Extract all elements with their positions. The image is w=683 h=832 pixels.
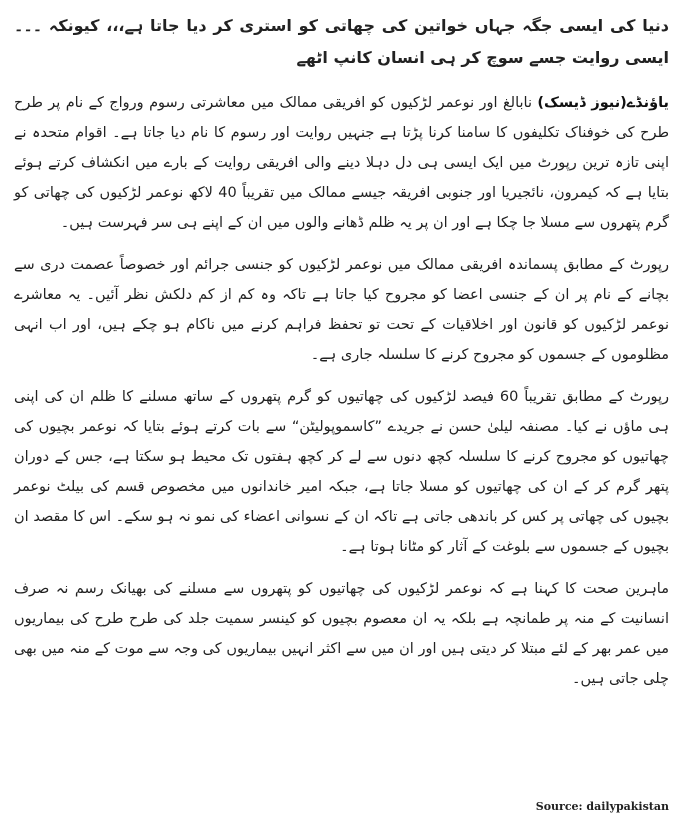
source-credit: Source: dailypakistan: [535, 800, 669, 813]
dateline: یاؤنڈے(نیوز ڈیسک): [537, 95, 670, 111]
article-paragraph-3: [14, 382, 669, 562]
paragraph-text: نابالغ اور نوعمر لڑکیوں کو افریقی ممالک میں معاشرتی رسوم ورواج کے نام پر طرح طرح کی خوفناک تکلیفوں کا سامنا کرنا پڑتا ہے جنہیں روایت اور رسوم کا نام دیا جاتا ہے۔ اقوام متحدہ نے اپنی تازہ ترین رپورٹ میں ایک ایسی ہی دل دہلا دینے والی افریقی روایت کے بارے میں انکشاف کرتے ہوئے بتایا ہے کہ کیمرون، نائجیریا اور جنوبی افریقہ جیسے ممالک میں تقریباً 40 لاکھ نوعمر لڑکیوں کی چھاتی کو گرم پتھروں سے مسلا جا چکا ہے اور ان پر یہ ظلم ڈھانے والوں میں ان کے اپنے ہی سر فہرست ہیں۔: [14, 95, 669, 231]
paragraph-text: رپورٹ کے مطابق پسماندہ افریقی ممالک میں نوعمر لڑکیوں کو جنسی جرائم اور خصوصاً عصمت دری سے بچانے کے نام پر ان کے جنسی اعضا کو مجروح کیا جاتا ہے تاکہ وہ کم از کم دلکش نظر آئیں۔ یہ معاشرے نوعمر لڑکیوں کو قانون اور اخلاقیات کے تحت تو تحفظ فراہم کرنے میں ناکام ہو چکے ہیں، اور اب انہی مظلوموں کے جسموں کو مجروح کرنے کا سلسلہ جاری ہے۔: [14, 257, 669, 363]
article-paragraph-1: [14, 88, 669, 238]
paragraph-text: رپورٹ کے مطابق تقریباً 60 فیصد لڑکیوں کی چھاتیوں کو گرم پتھروں کے ساتھ مسلنے کا ظلم ان کی اپنی ہی ماؤں نے کیا۔ مصنفہ لیلیٰ حسن نے جریدے ”کاسموپولیٹن“ سے بات کرتے ہوئے بتایا کہ نوعمر بچیوں کی چھاتیوں کو مجروح کرنے کا سلسلہ کچھ دنوں سے لے کر کچھ ہفتوں تک محیط ہو سکتا ہے، جس کے دوران پتھر گرم کر کے ان کی چھاتیوں کو مسلا جاتا ہے، جبکہ امیر خاندانوں میں مخصوص قسم کی بیلٹ نوعمر بچیوں کی چھاتی پر کس کر باندھی جاتی ہے تاکہ ان کے نسوانی اعضاء کی نمو نہ ہو سکے۔ اس کا مقصد ان بچیوں کے جسموں سے بلوغت کے آثار کو مٹانا ہوتا ہے۔: [14, 389, 669, 555]
article: [14, 10, 669, 706]
article-paragraph-2: [14, 250, 669, 370]
article-headline: دنیا کی ایسی جگہ جہاں خواتین کی چھاتی کو استری کر دیا جاتا ہے،،، کیونکہ ۔۔۔ ایسی روایت جسے سوچ کر ہی انسان کانپ اٹھے: [14, 16, 669, 67]
paragraph-text: ماہرین صحت کا کہنا ہے کہ نوعمر لڑکیوں کی چھاتیوں کو پتھروں سے مسلنے کی بھیانک رسم نہ صرف انسانیت کے منہ پر طمانچہ ہے بلکہ یہ ان معصوم بچیوں کو کینسر سمیت جلد کی طرح طرح کی بیماریوں میں عمر بھر کے لئے مبتلا کر دیتی ہیں اور ان میں سے اکثر انہیں بیماریوں کی وجہ سے موت کے منہ میں بھی چلی جاتی ہیں۔: [14, 581, 669, 687]
article-paragraph-4: [14, 574, 669, 694]
